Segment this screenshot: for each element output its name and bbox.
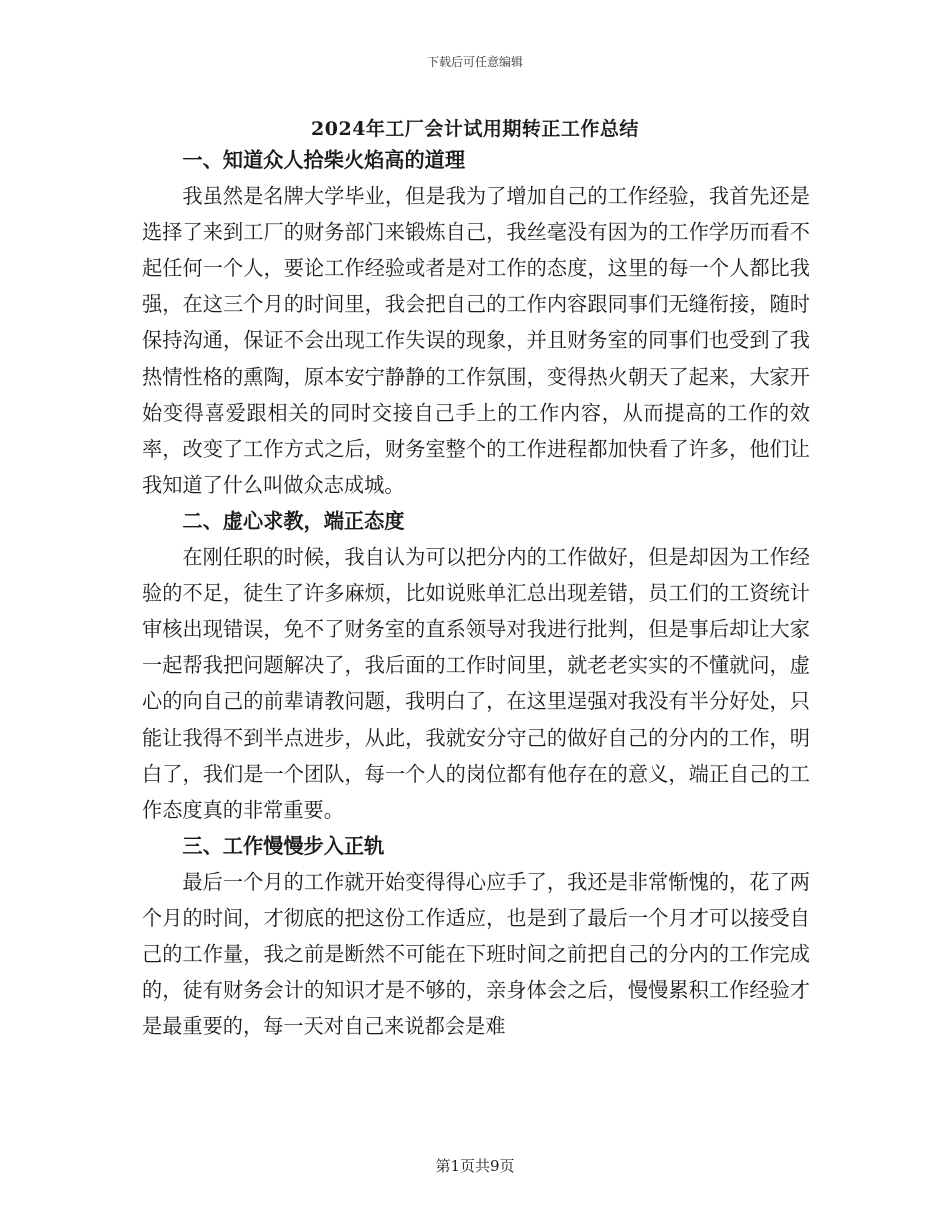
section-paragraph-1: 我虽然是名牌大学毕业，但是我为了增加自己的工作经验，我首先还是选择了来到工厂的财务部门来锻炼自己，我丝毫没有因为的工作学历而看不起任何一个人，要论工作经验或者是对工作的态度，这里的每一个人都比我强，在这三个月的时间里，我会把自己的工作内容跟同事们无缝衔接，随时保持沟通，保证不会出现工作失误的现象，并且财务室的同事们也受到了我热情性格的熏陶，原本安宁静静的工作氛围，变得热火朝天了起来，大家开始变得喜爱跟相关的同时交接自己手上的工作内容，从而提高的工作的效率，改变了工作方式之后，财务室整个的工作进程都加快看了许多，他们让我知道了什么叫做众志成城。 xyxy=(142,184,810,497)
section-paragraph-2: 在刚任职的时候，我自认为可以把分内的工作做好，但是却因为工作经验的不足，徒生了许多麻烦，比如说账单汇总出现差错，员工们的工资统计审核出现错误，免不了财务室的直系领导对我进行批判，但是事后却让大家一起帮我把问题解决了，我后面的工作时间里，就老老实实的不懂就问，虚心的向自己的前辈请教问题，我明白了，在这里逞强对我没有半分好处，只能让我得不到半点进步，从此，我就安分守己的做好自己的分内的工作，明白了，我们是一个团队，每一个人的岗位都有他存在的意义，端正自己的工作态度真的非常重要。 xyxy=(142,545,810,822)
section-paragraph-3: 最后一个月的工作就开始变得得心应手了，我还是非常惭愧的，花了两个月的时间，才彻底的把这份工作适应，也是到了最后一个月才可以接受自己的工作量，我之前是断然不可能在下班时间之前把自己的分内的工作完成的，徒有财务会计的知识才是不够的，亲身体会之后，慢慢累积工作经验才是最重要的，每一天对自己来说都会是难 xyxy=(142,869,810,1039)
document-title: 2024年工厂会计试用期转正工作总结 xyxy=(311,118,639,140)
section-heading-2: 二、虚心求教，端正态度 xyxy=(182,508,405,533)
document-body xyxy=(142,142,810,1044)
header-note: 下载后可任意编辑 xyxy=(426,55,523,69)
section-heading-3: 三、工作慢慢步入正轨 xyxy=(182,833,385,858)
section-heading-1: 一、知道众人拾柴火焰高的道理 xyxy=(182,148,466,172)
page-number: 第1页共9页 xyxy=(435,1157,515,1175)
